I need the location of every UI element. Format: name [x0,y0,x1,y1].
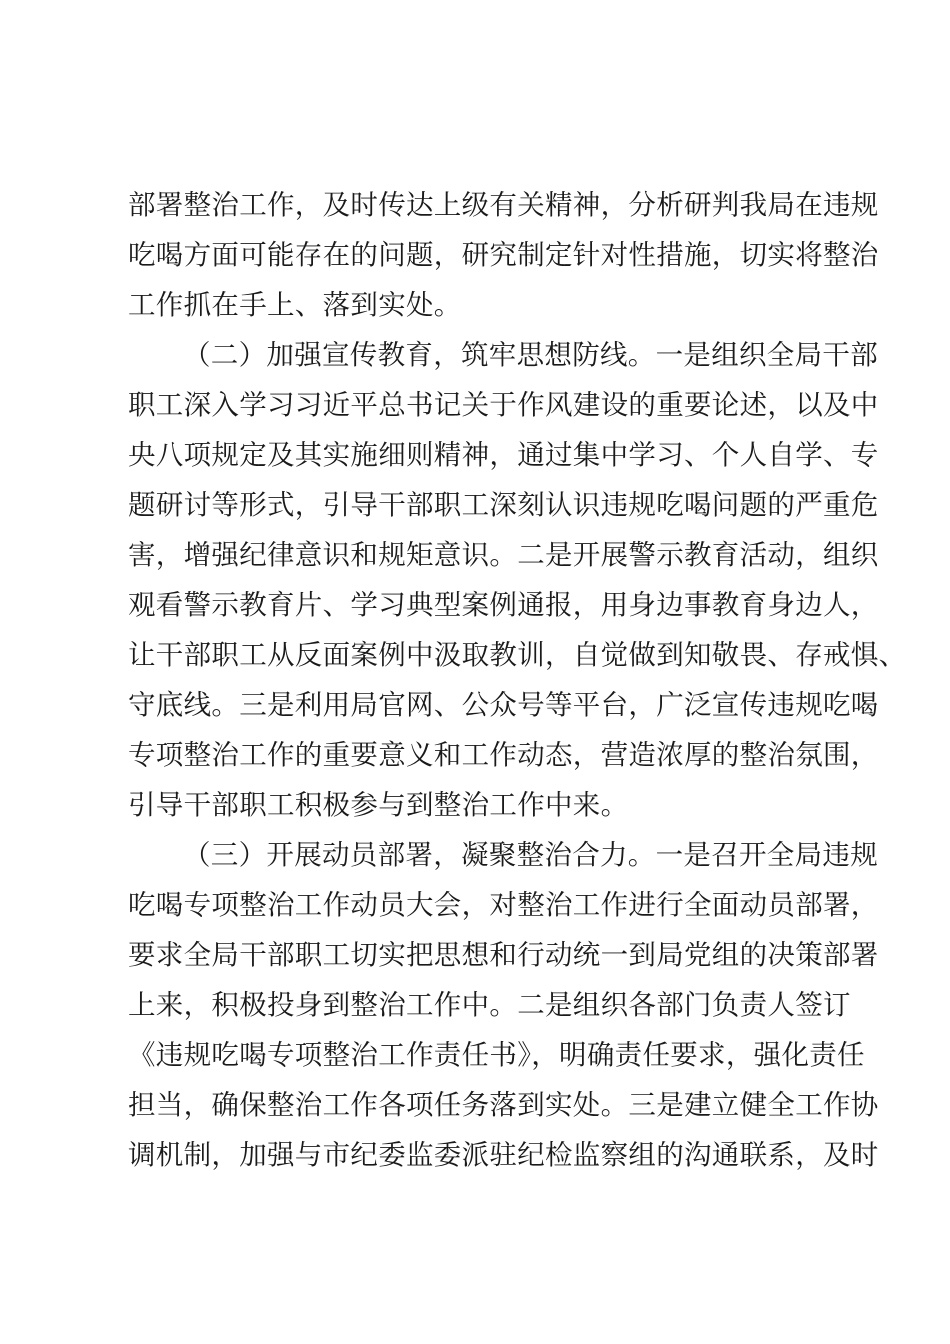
text-line: 职工深入学习习近平总书记关于作风建设的重要论述，以及中 [128,389,879,421]
text-line: 引导干部职工积极参与到整治工作中来。 [128,789,629,821]
text-line: 央八项规定及其实施细则精神，通过集中学习、个人自学、专 [128,439,879,471]
text-line: 部署整治工作，及时传达上级有关精神，分析研判我局在违规 [128,189,879,221]
text-line: 专项整治工作的重要意义和工作动态，营造浓厚的整治氛围， [128,739,879,771]
section-heading-line: （二）加强宣传教育，筑牢思想防线。一是组织全局干部 [183,339,878,371]
text-line: 题研讨等形式，引导干部职工深刻认识违规吃喝问题的严重危 [128,489,879,521]
section-heading-line: （三）开展动员部署，凝聚整治合力。一是召开全局违规 [183,839,878,871]
text-line: 让干部职工从反面案例中汲取教训，自觉做到知敬畏、存戒惧、 [128,639,907,671]
text-line: 吃喝方面可能存在的问题，研究制定针对性措施，切实将整治 [128,239,879,271]
text-line: 害，增强纪律意识和规矩意识。二是开展警示教育活动，组织 [128,539,879,571]
text-line: 吃喝专项整治工作动员大会，对整治工作进行全面动员部署， [128,889,879,921]
text-line: 守底线。三是利用局官网、公众号等平台，广泛宣传违规吃喝 [128,689,879,721]
text-line: 《违规吃喝专项整治工作责任书》，明确责任要求，强化责任 [128,1039,865,1071]
text-line: 调机制，加强与市纪委监委派驻纪检监察组的沟通联系，及时 [128,1139,879,1171]
text-line: 观看警示教育片、学习典型案例通报，用身边事教育身边人， [128,589,879,621]
text-line: 担当，确保整治工作各项任务落到实处。三是建立健全工作协 [128,1089,879,1121]
text-line: 上来，积极投身到整治工作中。二是组织各部门负责人签订 [128,989,851,1021]
text-line: 工作抓在手上、落到实处。 [128,289,462,321]
text-line: 要求全局干部职工切实把思想和行动统一到局党组的决策部署 [128,939,879,971]
